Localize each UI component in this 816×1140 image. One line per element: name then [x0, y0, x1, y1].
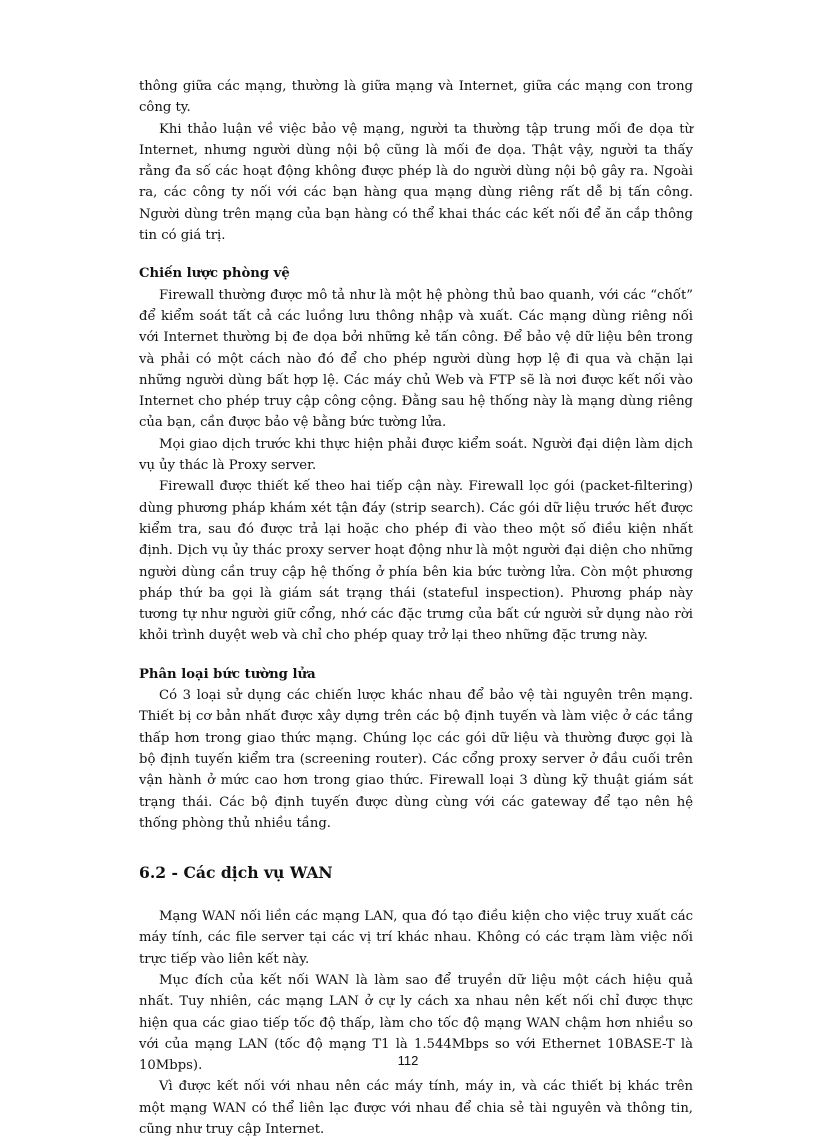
section-heading-classification: Phân loại bức tường lửa	[139, 666, 316, 682]
paragraph-wan-1: Mạng WAN nối liền các mạng LAN, qua đó tạo điều kiện cho việc truy xuất các máy tính, các file server tại các vị trí khác nhau. Không có các trạm làm việc nối trực tiếp vào liên kết này.	[139, 909, 693, 967]
page-number: 112	[397, 1053, 419, 1068]
paragraph-intro-continuation: thông giữa các mạng, thường là giữa mạng và Internet, giữa các mạng con trong công ty.	[139, 79, 693, 116]
paragraph-strategy-2: Mọi giao dịch trước khi thực hiện phải được kiểm soát. Người đại diện làm dịch vụ ủy thác là Proxy server.	[139, 436, 693, 474]
document-page	[139, 76, 693, 1140]
paragraph-classification-1: Có 3 loại sử dụng các chiến lược khác nhau để bảo vệ tài nguyên trên mạng. Thiết bị cơ bản nhất được xây dựng trên các bộ định tuyến và làm việc ở các tầng thấp hơn trong giao thức mạng. Chúng lọc các gói dữ liệu và thường được gọi là bộ định tuyến kiểm tra (screening router). Các cổng proxy server ở đầu cuối trên vận hành ở mức cao hơn trong giao thức. Firewall loại 3 dùng kỹ thuật giám sát trạng thái. Các bộ định tuyến được dùng cùng với các gateway để tạo nên hệ thống phòng thủ nhiều tầng.	[139, 688, 693, 831]
section-heading-strategy: Chiến lược phòng vệ	[139, 266, 290, 282]
section-heading-wan: 6.2 - Các dịch vụ WAN	[139, 863, 333, 883]
paragraph-intro-threats: Khi thảo luận về việc bảo vệ mạng, người ta thường tập trung mối đe dọa từ Internet, nhưng người dùng nội bộ cũng là mối đe dọa. Thật vậy, người ta thấy rằng đa số các hoạt động không được phép là do người dùng nội bộ gây ra. Ngoài ra, các công ty nối với các bạn hàng qua mạng dùng riêng rất dễ bị tấn công. Người dùng trên mạng của bạn hàng có thể khai thác các kết nối để ăn cắp thông tin có giá trị.	[139, 121, 693, 244]
paragraph-strategy-3: Firewall được thiết kế theo hai tiếp cận này. Firewall lọc gói (packet-filtering) dùng phương pháp khám xét tận đáy (strip search). Các gói dữ liệu trước hết được kiểm tra, sau đó được trả lại hoặc cho phép đi vào theo một số điều kiện nhất định. Dịch vụ ủy thác proxy server hoạt động như là một người đại diện cho những người dùng cần truy cập hệ thống ở phía bên kia bức tường lửa. Còn một phương pháp thứ ba gọi là giám sát trạng thái (stateful inspection). Phương pháp này tương tự như người giữ cổng, nhớ các đặc trưng của bất cứ người sử dụng nào rời khỏi trình duyệt web và chỉ cho phép quay trở lại theo những đặc trưng này.	[139, 479, 693, 644]
paragraph-wan-3: Vì được kết nối với nhau nên các máy tính, máy in, và các thiết bị khác trên một mạng WAN có thể liên lạc được với nhau để chia sẻ tài nguyên và thông tin, cũng như truy cập Internet.	[139, 1079, 693, 1138]
paragraph-strategy-1: Firewall thường được mô tả như là một hệ phòng thủ bao quanh, với các “chốt” để kiểm soát tất cả các luồng lưu thông nhập và xuất. Các mạng dùng riêng nối với Internet thường bị đe dọa bởi những kẻ tấn công. Để bảo vệ dữ liệu bên trong và phải có một cách nào đó để cho phép người dùng hợp lệ đi qua và chặn lại những người dùng bất hợp lệ. Các máy chủ Web và FTP sẽ là nơi được kết nối vào Internet cho phép truy cập công cộng. Đằng sau hệ thống này là mạng dùng riêng của bạn, cần được bảo vệ bằng bức tường lửa.	[139, 287, 693, 431]
paragraph-wan-2: Mục đích của kết nối WAN là làm sao để truyền dữ liệu một cách hiệu quả nhất. Tuy nhiên, các mạng LAN ở cự ly cách xa nhau nên kết nối chỉ được thực hiện qua các giao tiếp tốc độ thấp, làm cho tốc độ mạng WAN chậm hơn nhiều so với của mạng LAN (tốc độ mạng T1 là 1.544Mbps so với Ethernet 10BASE-T là 10Mbps).	[139, 972, 693, 1074]
